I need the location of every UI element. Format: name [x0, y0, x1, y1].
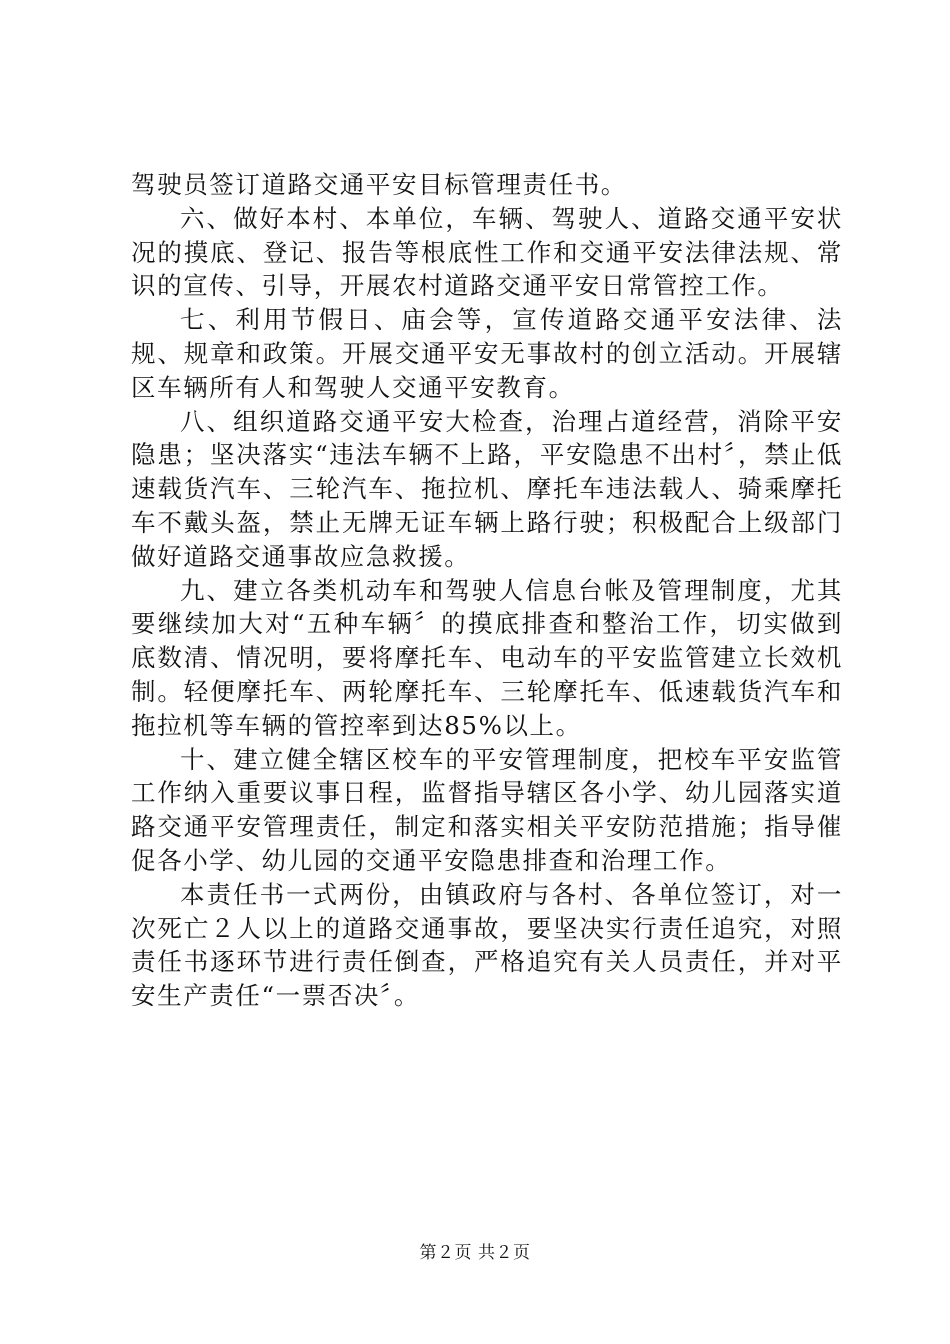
document-body	[131, 168, 843, 1013]
paragraph-continuation: 驾驶员签订道路交通平安目标管理责任书。	[131, 170, 627, 199]
paragraph-item-8: 八、组织道路交通平安大检查，治理占道经营，消除平安隐患；坚决落实“违法车辆不上路，平安隐患不出村〞，禁止低速载货汽车、三轮汽车、拖拉机、摩托车违法载人、骑乘摩托车不戴头盔，禁止无牌无证车辆上路行驶；积极配合上级部门做好道路交通事故应急救援。	[131, 406, 843, 571]
paragraph-item-9: 九、建立各类机动车和驾驶人信息台帐及管理制度，尤其要继续加大对“五种车辆〞的摸底排查和整治工作，切实做到底数清、情况明，要将摩托车、电动车的平安监管建立长效机制。轻便摩托车、两轮摩托车、三轮摩托车、低速载货汽车和拖拉机等车辆的管控率到达85%以上。	[131, 575, 843, 740]
paragraph-closing: 本责任书一式两份，由镇政府与各村、各单位签订，对一次死亡２人以上的道路交通事故，要坚决实行责任追究，对照责任书逐环节进行责任倒查，严格追究有关人员责任，并对平安生产责任“一票否决〞。	[131, 879, 843, 1011]
paragraph-item-10: 十、建立健全辖区校车的平安管理制度，把校车平安监管工作纳入重要议事日程，监督指导辖区各小学、幼儿园落实道路交通平安管理责任，制定和落实相关平安防范措施；指导催促各小学、幼儿园的交通平安隐患排查和治理工作。	[131, 744, 843, 875]
paragraph-item-7: 七、利用节假日、庙会等，宣传道路交通平安法律、法规、规章和政策。开展交通平安无事故村的创立活动。开展辖区车辆所有人和驾驶人交通平安教育。	[131, 305, 843, 402]
paragraph-item-6: 六、做好本村、本单位，车辆、驾驶人、道路交通平安状况的摸底、登记、报告等根底性工作和交通平安法律法规、常识的宣传、引导，开展农村道路交通平安日常管控工作。	[131, 203, 843, 301]
page-number-footer: 第２页 共２页	[419, 1243, 531, 1263]
